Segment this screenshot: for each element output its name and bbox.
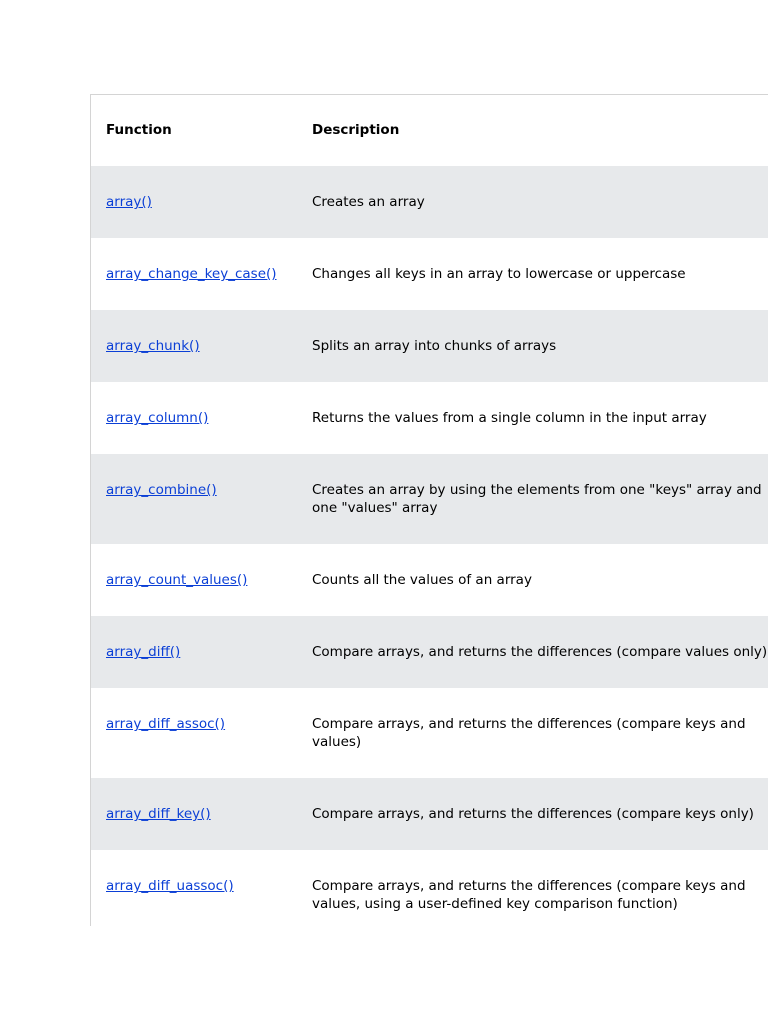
- function-link[interactable]: array_combine(): [106, 482, 217, 498]
- function-description: Splits an array into chunks of arrays: [312, 338, 557, 354]
- column-header-description: Description: [312, 122, 400, 138]
- function-link[interactable]: array_change_key_case(): [106, 266, 277, 282]
- functions-table-container: [90, 94, 768, 926]
- function-description: Returns the values from a single column in the input array: [312, 410, 707, 426]
- function-link[interactable]: array_chunk(): [106, 338, 200, 354]
- table-row: [91, 850, 768, 926]
- function-link[interactable]: array_column(): [106, 410, 209, 426]
- table-header-row: [91, 95, 768, 166]
- function-link[interactable]: array_diff_key(): [106, 806, 211, 822]
- table-row: [91, 688, 768, 778]
- table-row: [91, 778, 768, 850]
- function-description: Creates an array: [312, 194, 425, 210]
- function-description: Compare arrays, and returns the differences (compare keys and values, using a user-defined key comparison function): [312, 878, 746, 912]
- table-row: [91, 166, 768, 238]
- function-description: Creates an array by using the elements from one "keys" array and one "values" array: [312, 482, 762, 516]
- function-link[interactable]: array(): [106, 194, 152, 210]
- table-row: [91, 238, 768, 310]
- function-description: Compare arrays, and returns the differences (compare keys only): [312, 806, 754, 822]
- function-description: Compare arrays, and returns the differences (compare keys and values): [312, 716, 746, 750]
- table-row: [91, 616, 768, 688]
- column-header-function: Function: [106, 122, 172, 138]
- table-row: [91, 544, 768, 616]
- table-row: [91, 454, 768, 544]
- function-link[interactable]: array_diff_uassoc(): [106, 878, 234, 894]
- function-description: Changes all keys in an array to lowercase or uppercase: [312, 266, 686, 282]
- function-description: Counts all the values of an array: [312, 572, 532, 588]
- function-link[interactable]: array_diff_assoc(): [106, 716, 226, 732]
- table-row: [91, 382, 768, 454]
- table-row: [91, 310, 768, 382]
- function-link[interactable]: array_diff(): [106, 644, 181, 660]
- functions-table: [91, 95, 768, 926]
- function-link[interactable]: array_count_values(): [106, 572, 248, 588]
- function-description: Compare arrays, and returns the differences (compare values only): [312, 644, 768, 660]
